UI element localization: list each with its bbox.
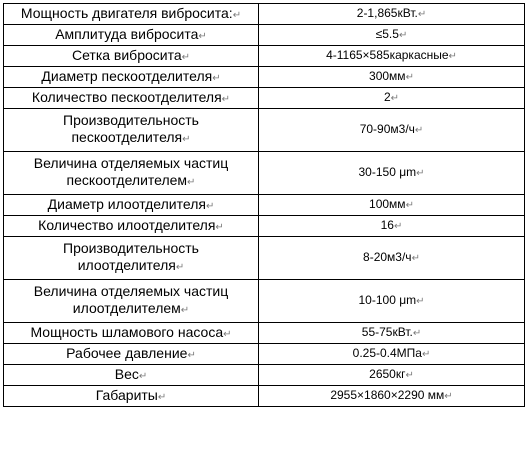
value-text: ≤5.5 bbox=[375, 27, 399, 41]
value-text: 100мм bbox=[369, 197, 406, 211]
table-row bbox=[4, 386, 525, 407]
paragraph-mark-icon: ↵ bbox=[411, 253, 420, 264]
paragraph-mark-icon: ↵ bbox=[448, 51, 457, 62]
value-text: 8-20м3/ч bbox=[363, 250, 412, 264]
param-text: Вес bbox=[114, 365, 139, 382]
paragraph-mark-icon: ↵ bbox=[398, 30, 408, 41]
paragraph-mark-icon: ↵ bbox=[180, 305, 190, 316]
value-text: 300мм bbox=[369, 69, 406, 83]
paragraph-mark-icon: ↵ bbox=[416, 168, 425, 179]
table-row bbox=[4, 323, 525, 344]
paragraph-mark-icon: ↵ bbox=[405, 370, 414, 381]
value-text: 2 bbox=[383, 90, 391, 104]
table-row bbox=[4, 4, 525, 25]
table-row bbox=[4, 344, 525, 365]
param-cell bbox=[4, 344, 259, 365]
table-row bbox=[4, 237, 525, 280]
param-text: Количество илоотделителя bbox=[38, 216, 216, 233]
param-cell bbox=[4, 152, 259, 195]
value-text: 2-1,865кВт. bbox=[356, 6, 418, 20]
value-text: 2955×1860×2290 мм bbox=[330, 388, 445, 402]
paragraph-mark-icon: ↵ bbox=[444, 391, 453, 402]
param-cell bbox=[4, 46, 259, 67]
value-text: 30-150 μm bbox=[358, 165, 417, 179]
value-cell bbox=[259, 216, 525, 237]
value-text: 2650кг bbox=[369, 367, 406, 381]
table-row bbox=[4, 46, 525, 67]
param-cell bbox=[4, 237, 259, 280]
table-row bbox=[4, 216, 525, 237]
table-row bbox=[4, 280, 525, 323]
value-cell bbox=[259, 323, 525, 344]
paragraph-mark-icon: ↵ bbox=[393, 221, 403, 232]
table-row bbox=[4, 152, 525, 195]
paragraph-mark-icon: ↵ bbox=[198, 30, 207, 42]
value-text: 55-75кВт. bbox=[361, 325, 413, 339]
table-row bbox=[4, 67, 525, 88]
value-cell bbox=[259, 109, 525, 152]
paragraph-mark-icon: ↵ bbox=[223, 328, 232, 340]
value-cell bbox=[259, 67, 525, 88]
param-cell bbox=[4, 4, 259, 25]
value-cell bbox=[259, 88, 525, 109]
param-text: Производительность илоотделителя bbox=[63, 240, 199, 273]
param-cell bbox=[4, 280, 259, 323]
table-row bbox=[4, 88, 525, 109]
value-cell bbox=[259, 195, 525, 216]
value-text: 4-1165×585каркасные bbox=[326, 48, 449, 62]
param-text: Габариты bbox=[95, 386, 158, 403]
paragraph-mark-icon: ↵ bbox=[414, 125, 424, 136]
param-text: Мощность двигателя вибросита: bbox=[20, 4, 233, 21]
value-cell bbox=[259, 152, 525, 195]
paragraph-mark-icon: ↵ bbox=[221, 93, 231, 105]
value-cell bbox=[259, 46, 525, 67]
param-text: Производительность пескоотделителя bbox=[63, 112, 199, 145]
value-cell bbox=[259, 365, 525, 386]
value-text: 16 bbox=[380, 218, 394, 232]
value-cell bbox=[259, 344, 525, 365]
param-cell bbox=[4, 195, 259, 216]
specification-table bbox=[3, 3, 525, 407]
paragraph-mark-icon: ↵ bbox=[138, 370, 148, 382]
value-text: 70-90м3/ч bbox=[359, 122, 415, 136]
value-text: 0.25-0.4МПа bbox=[352, 346, 422, 360]
param-cell bbox=[4, 88, 259, 109]
param-text: Мощность шламового насоса bbox=[30, 323, 224, 340]
value-text: 10-100 μm bbox=[358, 293, 417, 307]
paragraph-mark-icon: ↵ bbox=[412, 328, 422, 339]
paragraph-mark-icon: ↵ bbox=[390, 93, 400, 104]
table-row bbox=[4, 195, 525, 216]
paragraph-mark-icon: ↵ bbox=[181, 51, 191, 63]
value-cell bbox=[259, 386, 525, 407]
table-row bbox=[4, 25, 525, 46]
paragraph-mark-icon: ↵ bbox=[421, 349, 431, 360]
param-text: Сетка вибросита bbox=[71, 46, 182, 63]
paragraph-mark-icon: ↵ bbox=[205, 200, 215, 212]
table-row bbox=[4, 109, 525, 152]
param-cell bbox=[4, 216, 259, 237]
paragraph-mark-icon: ↵ bbox=[215, 221, 224, 233]
paragraph-mark-icon: ↵ bbox=[405, 200, 414, 211]
paragraph-mark-icon: ↵ bbox=[187, 177, 196, 188]
paragraph-mark-icon: ↵ bbox=[187, 349, 196, 361]
paragraph-mark-icon: ↵ bbox=[182, 134, 191, 145]
param-text: Диаметр илоотделителя bbox=[47, 195, 206, 212]
param-cell bbox=[4, 109, 259, 152]
param-cell bbox=[4, 386, 259, 407]
param-text: Величина отделяемых частиц илоотделителем bbox=[33, 283, 229, 316]
param-cell bbox=[4, 67, 259, 88]
value-cell bbox=[259, 280, 525, 323]
table-row bbox=[4, 365, 525, 386]
param-cell bbox=[4, 25, 259, 46]
param-text: Рабочее давление bbox=[66, 344, 188, 361]
paragraph-mark-icon: ↵ bbox=[212, 72, 221, 84]
paragraph-mark-icon: ↵ bbox=[175, 262, 185, 273]
value-cell bbox=[259, 237, 525, 280]
paragraph-mark-icon: ↵ bbox=[416, 296, 425, 307]
param-cell bbox=[4, 365, 259, 386]
value-cell bbox=[259, 4, 525, 25]
param-text: Количество пескоотделителя bbox=[31, 88, 222, 105]
param-text: Величина отделяемых частиц пескоотделителем bbox=[33, 155, 229, 188]
paragraph-mark-icon: ↵ bbox=[157, 391, 167, 403]
paragraph-mark-icon: ↵ bbox=[417, 9, 427, 20]
param-cell bbox=[4, 323, 259, 344]
param-text: Диаметр пескоотделителя bbox=[41, 67, 213, 84]
paragraph-mark-icon: ↵ bbox=[405, 72, 414, 83]
param-text: Амплитуда вибросита bbox=[55, 25, 199, 42]
paragraph-mark-icon: ↵ bbox=[232, 9, 242, 21]
value-cell bbox=[259, 25, 525, 46]
